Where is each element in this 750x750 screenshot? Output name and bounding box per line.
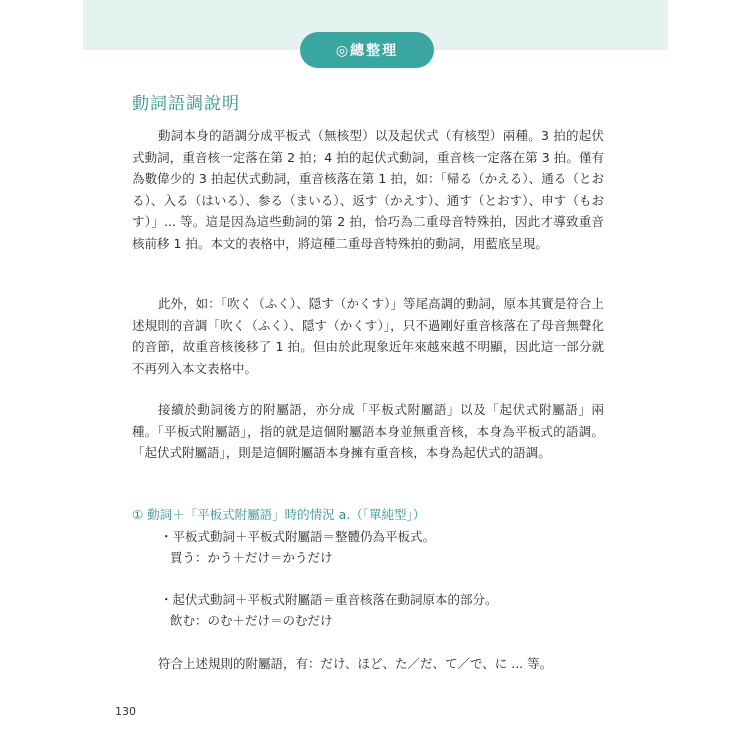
case-heading: ① 動詞＋「平板式附屬語」時的情況 a.（「單純型」） bbox=[132, 507, 426, 522]
chapter-title-badge: ◎總整理 bbox=[300, 32, 434, 68]
example-flat-verb: 買う：かう＋だけ＝かうだけ bbox=[170, 550, 333, 565]
paragraph-auxiliaries: 接續於動詞後方的附屬語，亦分成「平板式附屬語」以及「起伏式附屬語」兩種。「平板式附屬語」，指的就是這個附屬語本身並無重音核，本身為平板式的語調。「起伏式附屬語」，則是這個附屬語本身擁有重音核，本身為起伏式的語調。 bbox=[132, 402, 604, 461]
example-accented-verb: 飲む：のむ＋だけ＝のむだけ bbox=[170, 613, 333, 628]
section-heading: 動詞語調說明 bbox=[132, 94, 240, 114]
paragraph-devoicing: 此外，如：「吹く（ふく）、隠す（かくす）」等尾高調的動詞，原本其實是符合上述規則的音調「吹く（ふく）、隠す（かくす）」，只不過剛好重音核落在了母音無聲化的音節，故重音核後移了 1 拍。但由於此現象近年來越來越不明顯，因此這一部分就不再列入本文表格中。 bbox=[132, 296, 604, 376]
paragraph-verb-accent: 動詞本身的語調分成平板式（無核型）以及起伏式（有核型）兩種。3 拍的起伏式動詞，重音核一定落在第 2 拍；4 拍的起伏式動詞，重音核一定落在第 3 拍。僅有為數偉少的 3 拍起伏式動詞，重音核落在第 1 拍，如：「帰る（かえる）、通る（とおる）、入る（はいる）、参る（まいる）、返す（かえす）、通す（とおす）、申す（もおす）」... 等。這是因為這些動詞的第 2 拍，恰巧為二重母音特殊拍，因此才導致重音核前移 1 拍。本文的表格中，將這種二重母音特殊拍的動詞，用藍底呈現。 bbox=[132, 128, 604, 251]
rule-accented-verb: ・起伏式動詞＋平板式附屬語＝重音核落在動詞原本的部分。 bbox=[160, 592, 498, 607]
summary-line: 符合上述規則的附屬語，有：だけ、ほど、た／だ、て／で、に ... 等。 bbox=[158, 656, 553, 671]
page-number: 130 bbox=[115, 705, 136, 718]
rule-flat-verb: ・平板式動詞＋平板式附屬語＝整體仍為平板式。 bbox=[160, 529, 436, 544]
